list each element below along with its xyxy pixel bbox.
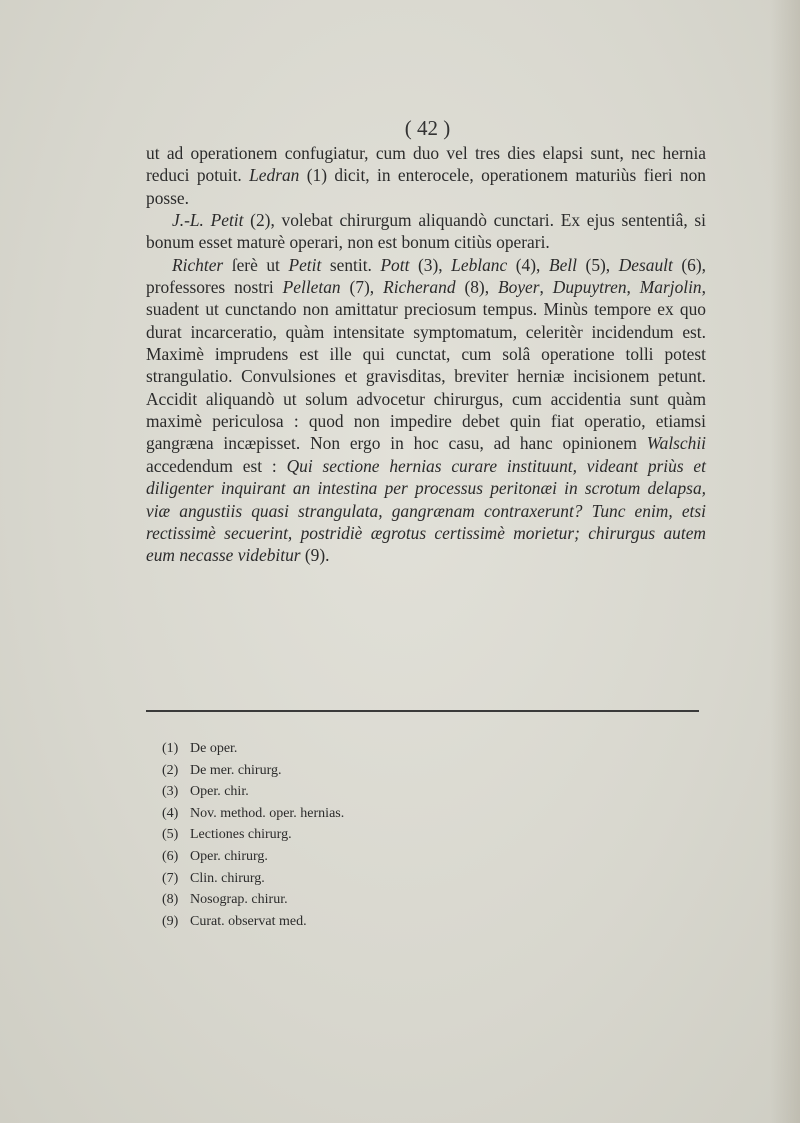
text-segment: , suadent ut cunctando non amittatur preciosum tempus. Minùs tempore ex quo durat incarceratio, quàm intensitate symptomatum, celeritèr incidendum est. Maximè imprudens est ille qui cunctat, cum solâ operatione tolli potest strangulatio. Convulsiones et gravisditas, breviter herniæ incisionem petunt. Accidit aliquandò ut solum advocetur chirurgus, cum accidentia sunt quàm maximè periculosa : quod non impedire debet quin fiat operatio, etiamsi gangræna incæpisset. Non ergo in hoc casu, ad hanc opinionem [146, 277, 706, 454]
italic-text-segment: J.-L. Petit [172, 210, 244, 231]
text-segment: sentit. [321, 254, 381, 275]
text-segment: , [539, 277, 553, 298]
footnote-item [162, 911, 562, 933]
footnote-item [162, 824, 562, 846]
text-segment: (2), volebat chirurgum aliquandò cunctari. Ex ejus sententiâ, si bonum esset maturè operari, non est bonum citiùs operari. [146, 210, 706, 253]
footnote-number: (2) [162, 762, 179, 778]
page-edge-shadow [770, 0, 800, 1123]
footnote-number: (5) [162, 827, 179, 843]
text-segment: (7), [340, 277, 384, 298]
page-number: ( 42 ) [404, 116, 451, 140]
italic-text-segment: Boyer [498, 277, 540, 298]
footnote-item [162, 781, 562, 803]
italic-text-segment: Petit [288, 254, 322, 275]
footnote-number: (1) [162, 741, 179, 756]
text-segment: ſerè ut [223, 254, 289, 275]
footnote-text: De mer. chirurg. [190, 762, 282, 778]
footnote-text: Nosograp. chirur. [190, 892, 288, 908]
italic-text-segment: Marjolin [639, 277, 702, 298]
text-segment: (9). [300, 545, 330, 566]
text-segment: (8), [455, 277, 498, 298]
footnote-item [162, 738, 562, 760]
footnote-text: Lectiones chirurg. [190, 827, 292, 843]
text-segment: (6), professores nostri [146, 254, 707, 298]
italic-text-segment: Bell [548, 254, 577, 275]
italic-text-segment: Richerand [383, 277, 456, 298]
italic-text-segment: Pott [380, 254, 410, 275]
text-segment: (4), [507, 254, 549, 275]
footnote-number: (8) [162, 892, 179, 908]
italic-text-segment: Richter [172, 254, 224, 275]
footnote-number: (4) [162, 805, 179, 821]
text-segment: (5), [576, 254, 619, 275]
footnote-text: Oper. chir. [190, 784, 249, 800]
footnote-text: Curat. observat med. [190, 913, 307, 929]
text-segment: (3), [409, 254, 452, 275]
footnote-number: (7) [162, 870, 179, 886]
footnote-number: (6) [162, 848, 179, 864]
italic-text-segment: Pelletan [282, 277, 341, 298]
italic-text-segment: Qui sectione hernias curare instituunt, videant priùs et diligenter inquirant an intestina per processus peritonæi in scrotum delapsa, viæ angustiis quasi strangulata, gangrænam contraxerunt? Tunc enim, etsi rectissimè secuerint, postridiè ægrotus certissimè morietur; chirurgus autem eum necasse videbitur [146, 455, 706, 566]
paragraph [146, 254, 706, 567]
text-segment: ut ad operationem confugiatur, cum duo vel tres dies elapsi sunt, nec hernia reduci potuit. [146, 143, 706, 186]
text-segment: accedendum est : [146, 455, 287, 476]
footnote-number: (9) [162, 913, 179, 929]
footnote-item [162, 868, 562, 890]
footnote-item [162, 846, 562, 868]
footnote-item [162, 889, 562, 911]
paragraph [146, 209, 706, 254]
italic-text-segment: Leblanc [451, 254, 508, 275]
italic-text-segment: Desault [618, 254, 673, 275]
footnote-item [162, 760, 562, 782]
text-segment: (1) dicit, in enterocele, operationem maturiùs fieri non posse. [146, 165, 706, 208]
footnote-item [162, 803, 562, 825]
italic-text-segment: Walschii [646, 433, 706, 454]
footnotes-list [162, 738, 562, 932]
footnote-text: Clin. chirurg. [190, 870, 265, 886]
paragraph [146, 142, 706, 209]
text-segment: , [626, 277, 640, 298]
footnote-text: Oper. chirurg. [190, 848, 268, 864]
italic-text-segment: Dupuytren [552, 277, 627, 298]
body-text [146, 142, 706, 567]
italic-text-segment: Ledran [249, 165, 300, 186]
footnote-text: Nov. method. oper. hernias. [190, 805, 345, 821]
footnote-number: (3) [162, 784, 179, 800]
footnote-text: De oper. [190, 741, 238, 756]
footnote-separator-rule [146, 710, 699, 712]
